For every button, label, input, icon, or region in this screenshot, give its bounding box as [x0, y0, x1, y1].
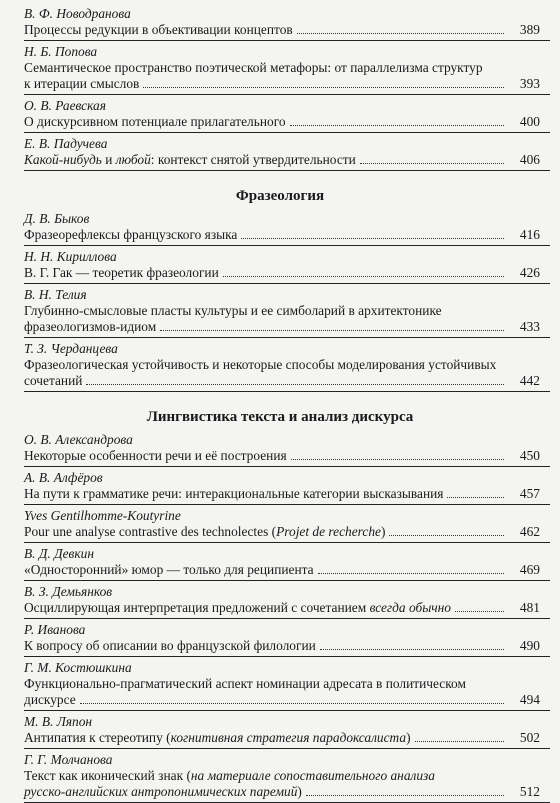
italic-text: Какой-нибудь	[24, 152, 102, 167]
separator-line	[24, 748, 550, 749]
dot-leader	[360, 163, 504, 164]
page-number: 457	[519, 486, 540, 501]
entry-author: Т. З. Черданцева	[24, 341, 118, 356]
toc-entry[interactable]	[20, 470, 540, 505]
page-number: 400	[519, 114, 540, 129]
entry-author: Н. Б. Попова	[24, 44, 98, 59]
page-number: 442	[519, 373, 540, 388]
plain-text: Антипатия к стереотипу (	[24, 730, 171, 745]
entry-title: Процессы редукции в объективации концептов	[24, 22, 293, 37]
page-number: 490	[519, 638, 540, 653]
dot-leader	[86, 384, 504, 385]
toc-entry[interactable]	[20, 44, 540, 95]
separator-line	[24, 94, 550, 95]
italic-text: Projet de recherche	[276, 524, 381, 539]
separator-line	[24, 40, 550, 41]
entry-title: Фразеологическая устойчивость и некоторые способы моделирования устойчивых	[24, 357, 497, 372]
plain-text: )	[297, 784, 302, 799]
plain-text: : контекст снятой утвердительности	[150, 152, 356, 167]
separator-line	[24, 710, 550, 711]
separator-line	[24, 391, 550, 392]
dot-leader	[223, 276, 504, 277]
toc-entry[interactable]	[20, 341, 540, 392]
entry-author: Н. Н. Кириллова	[24, 249, 117, 264]
entry-title-line	[20, 303, 540, 319]
dot-leader	[306, 795, 504, 796]
entry-title: фразеологизмов-идиом	[24, 319, 157, 334]
entry-title: сочетаний	[24, 373, 83, 388]
page-number: 450	[519, 448, 540, 463]
entry-title-last-line	[20, 524, 540, 540]
italic-text: на материале сопоставительного анализа	[190, 768, 435, 783]
entry-title: В. Г. Гак — теоретик фразеологии	[24, 265, 219, 280]
entry-title-last-line	[20, 76, 540, 92]
toc-entry[interactable]	[20, 622, 540, 657]
page-number: 469	[519, 562, 540, 577]
plain-text: Текст как иконический знак (	[24, 768, 191, 783]
toc-entry[interactable]	[20, 249, 540, 284]
entry-title: Глубинно-смысловые пласты культуры и ее симболарий в архитектонике	[24, 303, 442, 318]
entry-title-last-line	[20, 730, 540, 746]
entry-title: Функционально-прагматический аспект номинации адресата в политическом	[24, 676, 466, 691]
page-number: 433	[519, 319, 540, 334]
separator-line	[24, 542, 550, 543]
section-heading: Фразеология	[235, 188, 325, 204]
entry-title-line	[20, 676, 540, 692]
dot-leader	[290, 125, 504, 126]
toc-entry[interactable]	[20, 287, 540, 338]
dot-leader	[415, 741, 504, 742]
page-number: 512	[519, 784, 540, 799]
dot-leader	[160, 330, 504, 331]
entry-title-last-line	[20, 692, 540, 708]
entry-author: В. Ф. Новодранова	[24, 6, 131, 21]
entry-author: О. В. Александрова	[24, 432, 133, 447]
entry-title-last-line	[20, 265, 540, 281]
entry-title-last-line	[20, 227, 540, 243]
entry-author: Г. М. Костюшкина	[24, 660, 132, 675]
entry-author: Yves Gentilhomme-Koutyrine	[24, 508, 181, 523]
entry-title-last-line	[20, 373, 540, 389]
plain-text: и	[101, 152, 116, 167]
toc-entry[interactable]	[20, 136, 540, 171]
entry-title: К вопросу об описании во французской филологии	[24, 638, 316, 653]
entry-title-last-line	[20, 448, 540, 464]
entry-title: Некоторые особенности речи и её построения	[24, 448, 287, 463]
toc-entry[interactable]	[20, 6, 540, 41]
entry-title	[24, 152, 360, 168]
toc-entry[interactable]	[20, 432, 540, 467]
entry-title-last-line	[20, 638, 540, 654]
entry-author: Р. Иванова	[24, 622, 86, 637]
italic-text: русско-английских антропонимических паремий	[24, 784, 298, 799]
entry-title-last-line	[20, 22, 540, 38]
entry-author: А. В. Алфёров	[24, 470, 103, 485]
entry-title-line	[20, 768, 540, 784]
entry-title: «Односторонний» юмор — только для реципиента	[24, 562, 314, 577]
toc-entry[interactable]	[20, 546, 540, 581]
separator-line	[24, 656, 550, 657]
entry-author: В. З. Демьянков	[24, 584, 113, 599]
separator-line	[24, 170, 550, 171]
page-number: 389	[519, 22, 540, 37]
entry-title	[24, 784, 306, 800]
entry-title	[24, 524, 389, 540]
toc-entry[interactable]	[20, 752, 540, 803]
separator-line	[24, 504, 550, 505]
entry-title: На пути к грамматике речи: интеракциональные категории высказывания	[24, 486, 444, 501]
italic-text: когнитивная стратегия парадоксалиста	[170, 730, 407, 745]
dot-leader	[241, 238, 504, 239]
entry-title	[24, 730, 415, 746]
toc-entry[interactable]	[20, 211, 540, 246]
entry-author: Е. В. Падучева	[24, 136, 108, 151]
section-heading: Лингвистика текста и анализ дискурса	[146, 409, 414, 425]
entry-title-last-line	[20, 600, 540, 616]
separator-line	[24, 245, 550, 246]
toc-entry[interactable]	[20, 98, 540, 133]
entry-author: О. В. Раевская	[24, 98, 106, 113]
dot-leader	[320, 649, 504, 650]
page-number: 462	[519, 524, 540, 539]
separator-line	[24, 466, 550, 467]
page-number: 426	[519, 265, 540, 280]
entry-title	[24, 600, 455, 616]
separator-line	[24, 132, 550, 133]
page-number: 416	[519, 227, 540, 242]
toc-entry[interactable]	[20, 660, 540, 711]
dot-leader	[297, 33, 504, 34]
entry-title-last-line	[20, 114, 540, 130]
dot-leader	[389, 535, 504, 536]
entry-author: М. В. Ляпон	[24, 714, 93, 729]
dot-leader	[318, 573, 504, 574]
dot-leader	[291, 459, 504, 460]
entry-title-last-line	[20, 562, 540, 578]
plain-text: )	[380, 524, 386, 539]
plain-text: Pour une analyse contrastive des technolectes (	[24, 524, 277, 539]
toc-entry[interactable]	[20, 508, 540, 543]
plain-text: Осциллирующая интерпретация предложений с сочетанием	[24, 600, 370, 615]
entry-author: В. Д. Девкин	[24, 546, 94, 561]
toc-entry[interactable]	[20, 714, 540, 749]
italic-text: всегда обычно	[369, 600, 451, 615]
page-number: 406	[519, 152, 540, 167]
page-number: 494	[519, 692, 540, 707]
entry-title-last-line	[20, 319, 540, 335]
page-number: 502	[519, 730, 540, 745]
dot-leader	[143, 87, 504, 88]
entry-title: Семантическое пространство поэтической метафоры: от параллелизма структур	[24, 60, 483, 75]
entry-title: к итерации смыслов	[24, 76, 140, 91]
dot-leader	[80, 703, 504, 704]
page-number: 481	[519, 600, 540, 615]
entry-author: Д. В. Быков	[24, 211, 90, 226]
entry-title-line	[20, 60, 540, 76]
separator-line	[24, 283, 550, 284]
entry-title-line	[20, 357, 540, 373]
dot-leader	[455, 611, 504, 612]
entry-title: дискурсе	[24, 692, 76, 707]
page-number: 393	[519, 76, 540, 91]
entry-title-last-line	[20, 784, 540, 800]
entry-title-last-line	[20, 152, 540, 168]
entry-title: Фразеорефлексы французского языка	[24, 227, 238, 242]
entry-title	[24, 768, 540, 784]
separator-line	[24, 580, 550, 581]
entry-title: О дискурсивном потенциале прилагательного	[24, 114, 286, 129]
entry-author: Г. Г. Молчанова	[24, 752, 113, 767]
toc-entry[interactable]	[20, 584, 540, 619]
entry-title-last-line	[20, 486, 540, 502]
plain-text: )	[406, 730, 411, 745]
entry-author: В. Н. Телия	[24, 287, 87, 302]
separator-line	[24, 618, 550, 619]
dot-leader	[447, 497, 504, 498]
italic-text: любой	[115, 152, 151, 167]
separator-line	[24, 337, 550, 338]
